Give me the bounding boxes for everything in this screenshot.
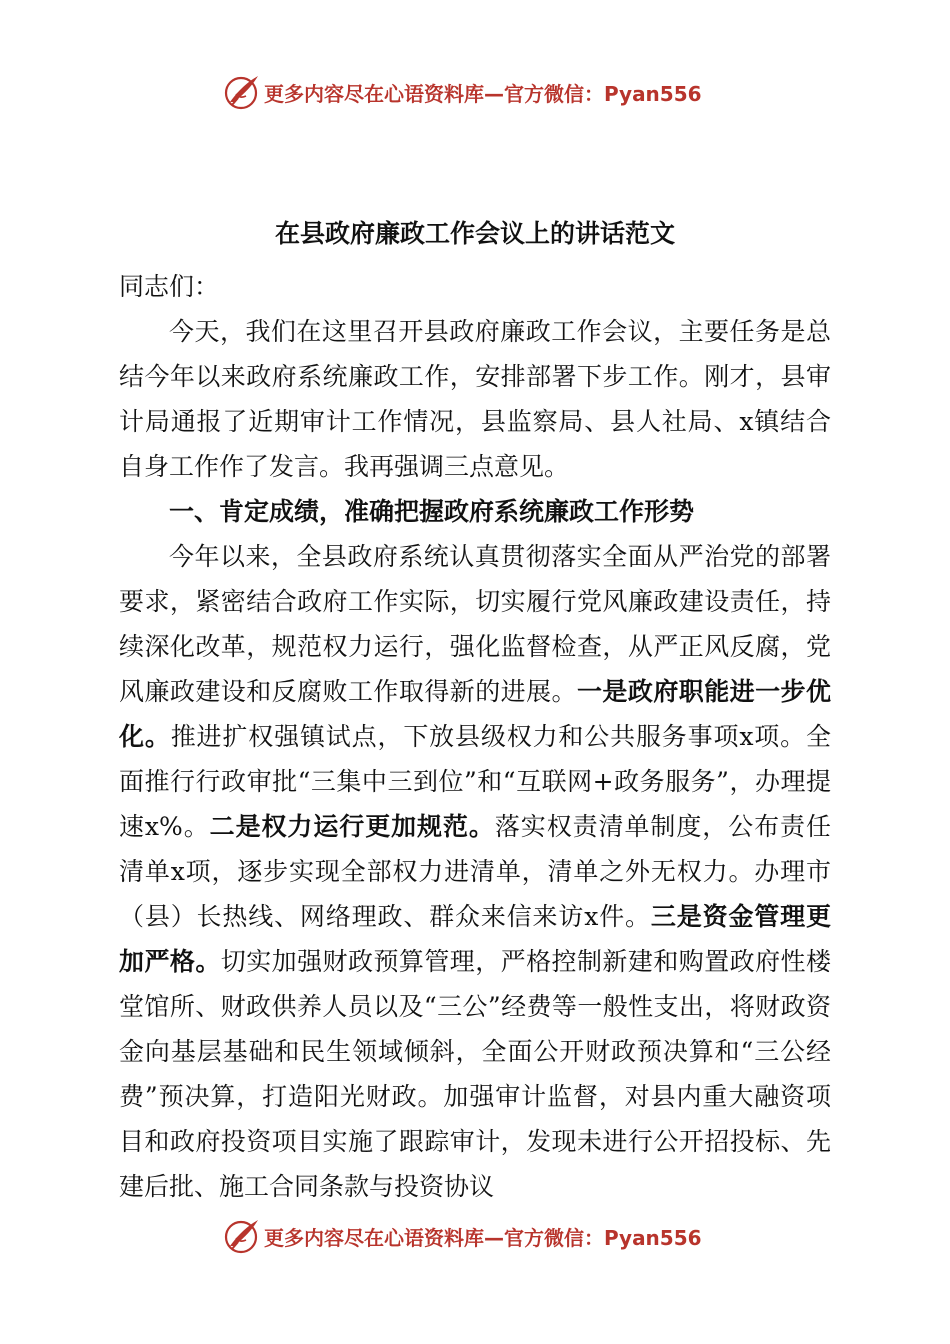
banner-text: 更多内容尽在心语资料库—官方微信：Pyan556 bbox=[264, 1225, 702, 1250]
intro-paragraph: 今天，我们在这里召开县政府廉政工作会议，主要任务是总结今年以来政府系统廉政工作，安排部署下步工作。刚才，县审计局通报了近期审计工作情况，县监察局、县人社局、x镇结合自身工作作了发言。我再强调三点意见。 bbox=[119, 317, 831, 481]
key-point-3: 三是资金管理更加严格。 bbox=[119, 902, 831, 976]
paragraph-text: 今年以来，全县政府系统认真贯彻落实全面从严治党的部署要求，紧密结合政府工作实际，切实履行党风廉政建设责任，持续深化改革，规范权力运行，强化监督检查，从严正风反腐，党风廉政建设和反腐败工作取得新的进展。 bbox=[119, 542, 831, 706]
banner-text: 更多内容尽在心语资料库—官方微信：Pyan556 bbox=[264, 81, 702, 106]
quill-seal-icon bbox=[222, 1216, 262, 1256]
header-banner bbox=[222, 70, 702, 114]
quill-seal-icon bbox=[222, 72, 262, 112]
salutation: 同志们： bbox=[119, 272, 220, 301]
section-paragraph bbox=[119, 534, 831, 1209]
paragraph-text: 推进扩权强镇试点，下放县级权力和公共服务事项x项。全面推行行政审批“三集中三到位”和“互联网+政务服务”，办理提速x%。 bbox=[119, 722, 831, 841]
key-point-1: 一是政府职能进一步优化。 bbox=[119, 677, 831, 751]
document-title: 在县政府廉政工作会议上的讲话范文 bbox=[274, 219, 675, 248]
paragraph-text: 落实权责清单制度，公布责任清单x项，逐步实现全部权力进清单，清单之外无权力。办理市（县）长热线、网络理政、群众来信来访x件。 bbox=[119, 812, 831, 931]
key-point-2: 二是权力运行更加规范。 bbox=[209, 812, 495, 841]
paragraph-text: 切实加强财政预算管理，严格控制新建和购置政府性楼堂馆所、财政供养人员以及“三公”经费等一般性支出，将财政资金向基层基础和民生领域倾斜，全面公开财政预决算和“三公经费”预决算，打造阳光财政。加强审计监督，对县内重大融资项目和政府投资项目实施了跟踪审计，发现未进行公开招投标、先建后批、施工合同条款与投资协议 bbox=[119, 947, 831, 1201]
section-heading: 一、肯定成绩，准确把握政府系统廉政工作形势 bbox=[169, 497, 695, 526]
footer-banner bbox=[222, 1214, 702, 1258]
document-body bbox=[119, 264, 831, 1209]
